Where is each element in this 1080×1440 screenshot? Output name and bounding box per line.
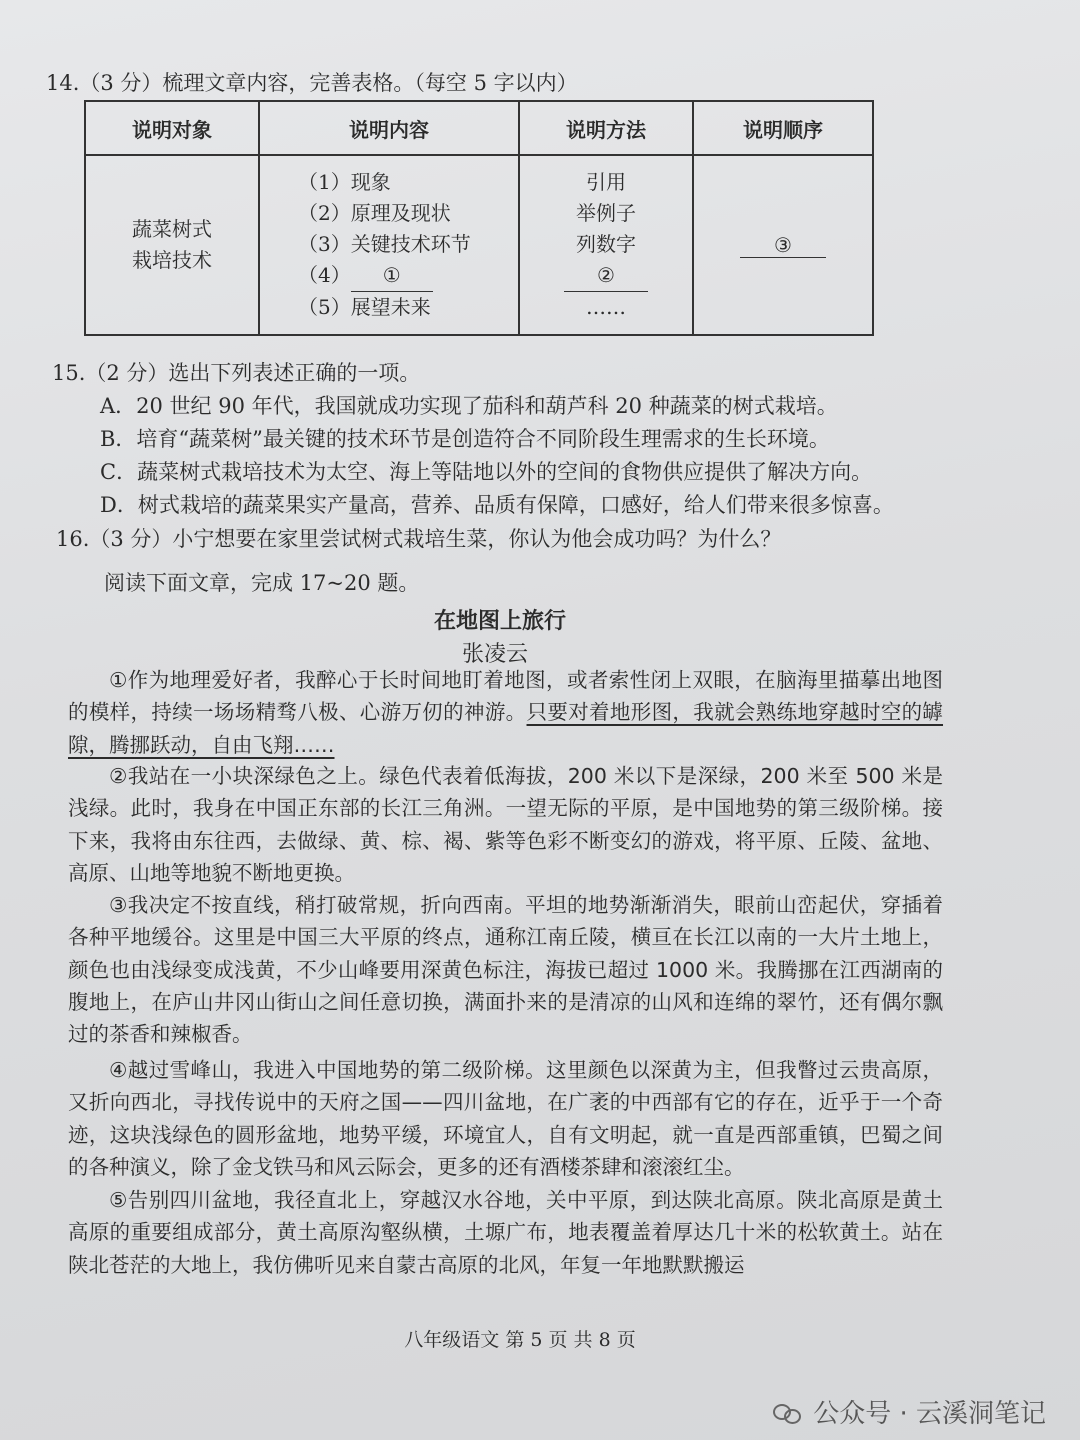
article-title: 在地图上旅行: [433, 608, 566, 634]
paragraph-4: ④越过雪峰山，我进入中国地势的第二级阶梯。这里颜色以深黄为主，但我瞥过云贵高原，又折向西北，寻找传说中的天府之国——四川盆地，在广袤的中西部有它的存在，近乎于一个奇迹，这块浅绿色的圆形盆地，地势平缓，环境宜人，自有文明起，就一直是西部重镇，巴蜀之间的各种演义，除了金戈铁马和风云际会，更多的还有酒楼茶肆和滚滚红尘。: [68, 1058, 943, 1179]
q16-stem: 16.（3 分）小宁想要在家里尝试树式栽培生菜，你认为他会成功吗？为什么？: [56, 527, 782, 551]
paragraph-5: ⑤告别四川盆地，我径直北上，穿越汉水谷地，关中平原，到达陕北高原。陕北高原是黄土高原的重要组成部分，黄土高原沟壑纵横，土塬广布，地表覆盖着厚达几十米的松软黄土。站在陕北苍茫的大地上，我仿佛听见来自蒙古高原的北风，年复一年地默默搬运: [68, 1188, 943, 1277]
paragraph-1-text: ①作为地理爱好者，我醉心于长时间地盯着地图，或者索性闭上双眼，在脑海里描摹出地图的模样，持续一场场精骛八极、心游万仞的神游。: [68, 668, 943, 725]
header-order: 说明顺序: [693, 101, 873, 155]
blank-1[interactable]: ①: [351, 260, 433, 292]
header-method: 说明方法: [519, 101, 693, 155]
watermark-text: 公众号 · 云溪洞笔记: [813, 1399, 1046, 1429]
wechat-icon: [773, 1402, 803, 1424]
object-line-2: 栽培技术: [132, 248, 212, 272]
reading-instruction: 阅读下面文章，完成 17~20 题。: [104, 571, 420, 595]
q15-option-d[interactable]: D．树式栽培的蔬菜果实产量高，营养、品质有保障，口感好，给人们带来很多惊喜。: [100, 493, 894, 517]
method-3: 列数字: [576, 232, 636, 256]
content-item-2: （2）原理及现状: [298, 201, 451, 225]
method-1: 引用: [586, 170, 626, 194]
paragraph-1: [68, 664, 943, 761]
blank-3[interactable]: ③: [740, 233, 826, 258]
cell-object: [85, 155, 259, 335]
header-object: 说明对象: [85, 101, 259, 155]
blank-2[interactable]: ②: [564, 260, 648, 292]
content-item-4: [298, 260, 518, 292]
cell-method: [519, 155, 693, 335]
q15-option-c[interactable]: C．蔬菜树式栽培技术为太空、海上等陆地以外的空间的食物供应提供了解决方向。: [100, 460, 873, 484]
article-author: 张凌云: [461, 642, 528, 667]
header-content: 说明内容: [259, 101, 519, 155]
page-footer: 八年级语文 第 5 页 共 8 页: [404, 1329, 636, 1351]
content-item-4-label: （4）: [298, 263, 351, 287]
cell-order: [693, 155, 873, 335]
content-item-5: （5）展望未来: [298, 295, 431, 319]
q15-stem: 15.（2 分）选出下列表述正确的一项。: [52, 361, 421, 385]
q15-option-b[interactable]: B．培育“蔬菜树”最关键的技术环节是创造符合不同阶段生理需求的生长环境。: [100, 427, 830, 451]
paragraph-1-underlined: 只要对着地形图，我就会熟练地穿越时空的罅隙，腾挪跃动，自由飞翔……: [68, 700, 944, 757]
q14-stem: 14.（3 分）梳理文章内容，完善表格。（每空 5 字以内）: [46, 71, 578, 95]
q15-option-a[interactable]: A．20 世纪 90 年代，我国就成功实现了茄科和葫芦科 20 种蔬菜的树式栽培。: [100, 394, 838, 418]
object-line-1: 蔬菜树式: [132, 217, 212, 241]
method-more: ……: [586, 295, 626, 319]
paragraph-2: ②我站在一小块深绿色之上。绿色代表着低海拔，200 米以下是深绿，200 米至 500 米是浅绿。此时，我身在中国正东部的长江三角洲。一望无际的平原，是中国地势的第三级阶梯。接下来，我将由东往西，去做绿、黄、棕、褐、紫等色彩不断变幻的游戏，将平原、丘陵、盆地、高原、山地等地貌不断地更换。: [68, 764, 943, 885]
content-item-3: （3）关键技术环节: [298, 232, 471, 256]
q14-table: [84, 100, 874, 336]
content-item-1: （1）现象: [298, 170, 391, 194]
watermark: [773, 1393, 1046, 1430]
paragraph-3: ③我决定不按直线，稍打破常规，折向西南。平坦的地势渐渐消失，眼前山峦起伏，穿插着各种平地缓谷。这里是中国三大平原的终点，通称江南丘陵，横亘在长江以南的一大片土地上，颜色也由浅绿变成浅黄，不少山峰要用深黄色标注，海拔已超过 1000 米。我腾挪在江西湖南的腹地上，在庐山井冈山街山之间任意切换，满面扑来的是清凉的山风和连绵的翠竹，还有偶尔飘过的茶香和辣椒香。: [68, 893, 943, 1047]
cell-content: [259, 155, 519, 335]
method-2: 举例子: [576, 201, 636, 225]
